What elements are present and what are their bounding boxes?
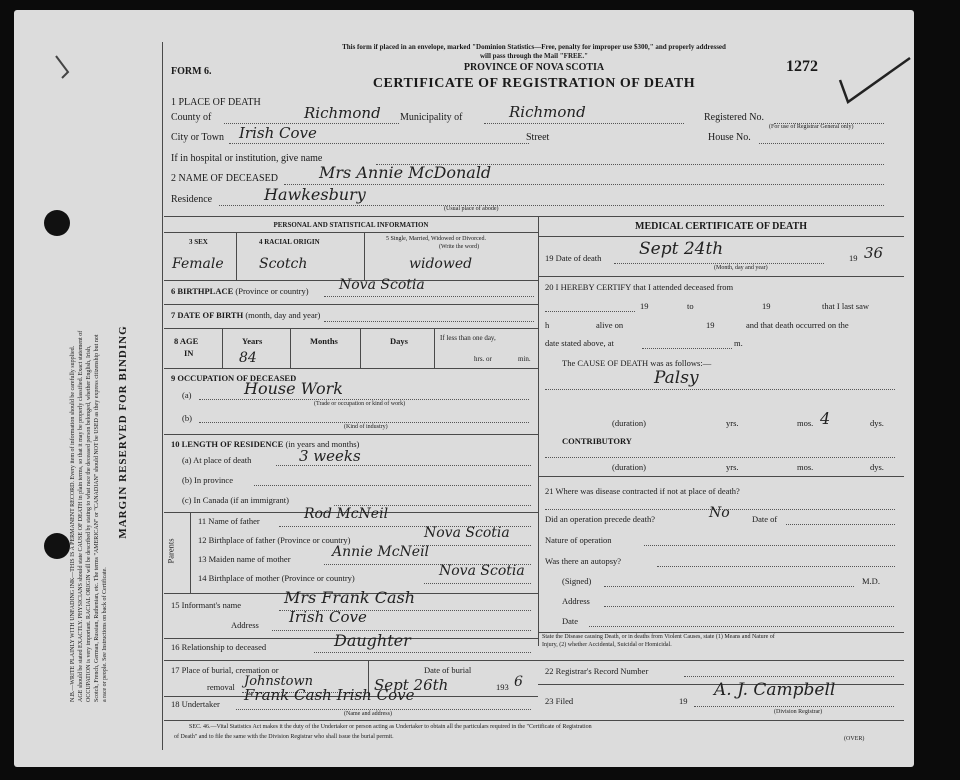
medical-header-line bbox=[538, 236, 904, 237]
deceased-name-label: 2 NAME OF DECEASED bbox=[171, 173, 278, 184]
registrar-general-note: (For use of Registrar General only) bbox=[769, 124, 854, 130]
dob-label: 7 DATE OF BIRTH (month, day and year) bbox=[171, 310, 321, 320]
contracted-label: 21 Where was disease contracted if not at place of death? bbox=[545, 486, 740, 496]
med-address-label: Address bbox=[562, 596, 590, 606]
father-birthplace-value: Nova Scotia bbox=[424, 525, 510, 541]
mail-note-line-2: will pass through the Mail "FREE." bbox=[480, 52, 588, 60]
parents-divider bbox=[190, 512, 191, 593]
residence-length-label: 10 LENGTH OF RESIDENCE (in years and months) bbox=[171, 439, 360, 449]
city-label: City or Town bbox=[171, 132, 225, 143]
duration-yrs-2: yrs. bbox=[726, 462, 739, 472]
birthplace-label: 6 BIRTHPLACE (Province or country) bbox=[171, 286, 309, 296]
birthplace-line bbox=[324, 296, 534, 297]
burial-place-value: Johnstown bbox=[244, 674, 314, 689]
burial-label: 17 Place of burial, cremation or bbox=[171, 665, 279, 675]
city-value: Irish Cove bbox=[239, 124, 317, 142]
removal-label: removal bbox=[207, 682, 235, 692]
county-label: County of bbox=[171, 112, 212, 123]
certificate-number: 1272 bbox=[786, 58, 818, 75]
registrar-record-line bbox=[684, 676, 894, 677]
cause-label: The CAUSE OF DEATH was as follows:— bbox=[562, 358, 712, 368]
med-line-date bbox=[538, 276, 904, 277]
informant-address-label: Address bbox=[231, 620, 259, 630]
personal-info-header: PERSONAL AND STATISTICAL INFORMATION bbox=[273, 221, 429, 229]
certify-at-line bbox=[642, 348, 732, 349]
burial-year-label: 193 bbox=[496, 682, 509, 692]
form-number: FORM 6. bbox=[171, 66, 212, 77]
duration-yrs-1: yrs. bbox=[726, 418, 739, 428]
state-note-1: State the Disease causing Death, or in deaths from Violent Causes, state (1) Means and Nature of bbox=[542, 634, 775, 640]
certify-line-1: 20 I HEREBY CERTIFY that I attended deceased from bbox=[545, 282, 734, 292]
med-address-line bbox=[604, 606, 894, 607]
occupation-a-note: (Trade or occupation or kind of work) bbox=[314, 401, 406, 407]
hospital-label: If in hospital or institution, give name bbox=[171, 153, 323, 164]
residence-note: (Usual place of abode) bbox=[444, 206, 499, 212]
county-value: Richmond bbox=[304, 104, 381, 122]
check-mark-icon bbox=[834, 52, 914, 112]
relationship-value: Daughter bbox=[334, 631, 411, 650]
certify-occurred: and that death occurred on the bbox=[746, 320, 849, 330]
burial-date-value: Sept 26th bbox=[374, 676, 449, 694]
footer-line-2: of Death" and to file the same with the Division Registrar who shall issue the burial permit. bbox=[174, 734, 394, 740]
age-col-3 bbox=[360, 328, 361, 368]
undertaker-note: (Name and address) bbox=[344, 711, 392, 717]
certify-m: m. bbox=[734, 338, 743, 348]
undertaker-value: Frank Cash Irish Cove bbox=[244, 686, 415, 704]
nature-label: Nature of operation bbox=[545, 535, 612, 545]
binding-hole-bottom bbox=[44, 533, 70, 559]
certify-19b: 19 bbox=[762, 301, 771, 311]
death-date-line bbox=[614, 263, 824, 264]
certify-to: to bbox=[687, 301, 694, 311]
death-date-value: Sept 24th bbox=[639, 239, 724, 259]
certificate-title: CERTIFICATE OF REGISTRATION OF DEATH bbox=[372, 76, 696, 91]
row-line-relationship bbox=[164, 660, 904, 661]
min-label: min. bbox=[518, 355, 531, 363]
less-than-day-label: If less than one day, bbox=[440, 334, 496, 342]
age-months-label: Months bbox=[310, 336, 338, 346]
med-date-label: Date bbox=[562, 616, 579, 626]
sex-value: Female bbox=[172, 256, 224, 272]
margin-note-line-5: a race or people. See Instructions on back of Certificate. bbox=[102, 567, 108, 702]
row-line-birthplace bbox=[164, 304, 538, 305]
mother-birthplace-label: 14 Birthplace of mother (Province or country) bbox=[198, 573, 355, 583]
filed-line bbox=[694, 706, 894, 707]
birthplace-value: Nova Scotia bbox=[339, 277, 425, 293]
deceased-name-value: Mrs Annie McDonald bbox=[319, 163, 492, 182]
certify-19a: 19 bbox=[640, 301, 649, 311]
residence-label: Residence bbox=[171, 194, 213, 205]
informant-label: 15 Informant's name bbox=[171, 600, 241, 610]
city-line bbox=[229, 143, 529, 144]
father-name-label: 11 Name of father bbox=[198, 516, 260, 526]
in-province-line bbox=[254, 485, 531, 486]
marital-note: (Write the word) bbox=[439, 244, 480, 250]
age-in-label: IN bbox=[184, 348, 194, 358]
death-certificate bbox=[14, 10, 914, 767]
registered-no-label: Registered No. bbox=[704, 112, 764, 123]
sex-label: 3 SEX bbox=[189, 238, 208, 246]
contributory-label: CONTRIBUTORY bbox=[562, 436, 632, 446]
registrar-record-label: 22 Registrar's Record Number bbox=[545, 666, 649, 676]
division-registrar-note: (Division Registrar) bbox=[774, 709, 823, 715]
municipality-label: Municipality of bbox=[400, 112, 463, 123]
duration-mos-value: 4 bbox=[820, 409, 831, 428]
occupation-label: 9 OCCUPATION OF DECEASED bbox=[171, 373, 297, 383]
death-year-prefix: 19 bbox=[849, 253, 858, 263]
mail-note-line-1: This form if placed in an envelope, marked "Dominion Statistics—Free, penalty for improper use $300," and properly addressed bbox=[342, 43, 726, 51]
pencil-mark-left bbox=[52, 52, 76, 82]
racial-origin-value: Scotch bbox=[259, 256, 308, 272]
marital-value: widowed bbox=[409, 256, 473, 272]
certify-h: h bbox=[545, 320, 550, 330]
nature-line bbox=[644, 545, 895, 546]
father-name-value: Rod McNeil bbox=[304, 506, 389, 522]
in-canada-label: (c) In Canada (if an immigrant) bbox=[182, 495, 289, 505]
operation-label: Did an operation precede death? bbox=[545, 514, 655, 524]
age-years-label: Years bbox=[242, 336, 263, 346]
at-place-label: (a) At place of death bbox=[182, 455, 252, 465]
table-bottom-line bbox=[164, 720, 904, 721]
municipality-line bbox=[484, 123, 684, 124]
footer-line-1: SEC. 46.—Vital Statistics Act makes it the duty of the Undertaker or person acting as Undertaker to obtain all the particulars required in the "Certificate of Registration bbox=[189, 724, 592, 730]
operation-value: No bbox=[709, 505, 730, 521]
row-line-occupation bbox=[164, 434, 538, 435]
father-birthplace-line bbox=[414, 545, 531, 546]
autopsy-line bbox=[657, 566, 895, 567]
md-label: M.D. bbox=[862, 576, 880, 586]
duration-label-1: (duration) bbox=[612, 418, 646, 428]
place-of-death-label: 1 PLACE OF DEATH bbox=[171, 97, 261, 108]
death-date-label: 19 Date of death bbox=[545, 253, 602, 263]
relationship-label: 16 Relationship to deceased bbox=[171, 642, 267, 652]
operation-date-label: Date of bbox=[752, 514, 778, 524]
footer-over: (OVER) bbox=[844, 736, 865, 742]
operation-date-line bbox=[786, 524, 895, 525]
signed-label: (Signed) bbox=[562, 576, 592, 586]
age-col-1 bbox=[222, 328, 223, 368]
row-line-dob bbox=[164, 328, 538, 329]
municipality-value: Richmond bbox=[509, 103, 586, 121]
duration-dys-1: dys. bbox=[870, 418, 884, 428]
death-year-value: 36 bbox=[864, 244, 884, 262]
margin-title: MARGIN RESERVED FOR BINDING bbox=[117, 325, 129, 539]
racial-origin-label: 4 RACIAL ORIGIN bbox=[259, 238, 320, 246]
cause-value: Palsy bbox=[654, 368, 699, 388]
duration-dys-2: dys. bbox=[870, 462, 884, 472]
table-top-line bbox=[164, 216, 904, 217]
informant-address-value: Irish Cove bbox=[289, 608, 367, 626]
autopsy-label: Was there an autopsy? bbox=[545, 556, 622, 566]
mother-name-label: 13 Maiden name of mother bbox=[198, 554, 291, 564]
at-place-value: 3 weeks bbox=[299, 447, 361, 465]
cause-line bbox=[545, 389, 895, 390]
father-birthplace-label: 12 Birthplace of father (Province or country) bbox=[198, 535, 351, 545]
contributory-line bbox=[545, 457, 895, 458]
row-line-age bbox=[164, 368, 538, 369]
occupation-a-line bbox=[199, 399, 529, 400]
margin-note-line-2: AGE should be stated EXACTLY. PHYSICIANS should state CAUSE OF DEATH in plain terms, so that it may be properly classified. Exact statement of bbox=[78, 330, 84, 702]
duration-label-2: (duration) bbox=[612, 462, 646, 472]
death-date-note: (Month, day and year) bbox=[714, 265, 768, 271]
in-province-label: (b) In province bbox=[182, 475, 233, 485]
occupation-b-label: (b) bbox=[182, 413, 192, 423]
column-divider bbox=[538, 216, 539, 646]
parents-label: Parents bbox=[165, 538, 176, 564]
deceased-name-line bbox=[284, 184, 884, 185]
registrar-signature: A. J. Campbell bbox=[714, 680, 836, 700]
margin-note-line-3: OCCUPATION is very important. RACIAL ORIGIN will be described by stating to what race the deceased person belonged, whether English, Irish, bbox=[86, 345, 92, 702]
at-place-line bbox=[276, 465, 531, 466]
state-note-2: Injury, (2) whether Accidental, Suicidal or Homicidal. bbox=[542, 642, 672, 648]
undertaker-line bbox=[236, 709, 531, 710]
house-no-line bbox=[759, 143, 884, 144]
mother-name-value: Annie McNeil bbox=[332, 544, 430, 560]
margin-note-line-4: Scotch, French, German, Russian, Ruthenian, etc. The terms "AMERICAN" or "CANADIAN" should NOT be USED as they express citizenship but not bbox=[94, 334, 100, 702]
binding-hole-top bbox=[44, 210, 70, 236]
filed-19: 19 bbox=[679, 696, 688, 706]
relationship-line bbox=[314, 652, 531, 653]
dob-line bbox=[324, 321, 534, 322]
residence-value: Hawkesbury bbox=[264, 185, 366, 204]
mother-birthplace-value: Nova Scotia bbox=[439, 563, 525, 579]
street-label: Street bbox=[526, 132, 550, 143]
certify-from-line bbox=[545, 311, 635, 312]
personal-header-line bbox=[164, 232, 538, 233]
med-date-line bbox=[589, 626, 894, 627]
duration-mos-1: mos. bbox=[797, 418, 814, 428]
occupation-a-label: (a) bbox=[182, 390, 192, 400]
sex-divider bbox=[236, 232, 237, 280]
burial-year-value: 6 bbox=[514, 674, 523, 690]
med-line-cause bbox=[538, 476, 904, 477]
racial-divider bbox=[364, 232, 365, 280]
margin-binding-note bbox=[69, 162, 129, 702]
age-days-label: Days bbox=[390, 336, 408, 346]
burial-date-label: Date of burial bbox=[424, 665, 472, 675]
marital-label: 5 Single, Married, Widowed or Divorced. bbox=[386, 236, 486, 242]
filed-label: 23 Filed bbox=[545, 696, 574, 706]
age-label: 8 AGE bbox=[174, 336, 199, 346]
medical-header: MEDICAL CERTIFICATE OF DEATH bbox=[635, 221, 807, 232]
certify-last-saw: that I last saw bbox=[822, 301, 869, 311]
informant-value: Mrs Frank Cash bbox=[284, 588, 415, 607]
certify-alive: alive on bbox=[596, 320, 624, 330]
margin-divider bbox=[162, 42, 163, 750]
occupation-b-line bbox=[199, 422, 529, 423]
province-heading: PROVINCE OF NOVA SCOTIA bbox=[463, 62, 605, 73]
occupation-b-note: (Kind of industry) bbox=[344, 424, 388, 430]
signed-line bbox=[604, 586, 854, 587]
occupation-value: House Work bbox=[244, 379, 343, 398]
certify-19c: 19 bbox=[706, 320, 715, 330]
residence-line bbox=[219, 205, 884, 206]
certify-date-stated: date stated above, at bbox=[545, 338, 614, 348]
med-line-sign bbox=[538, 632, 904, 633]
age-value: 84 bbox=[239, 350, 257, 366]
hrs-label: hrs. or bbox=[474, 355, 492, 363]
duration-mos-2: mos. bbox=[797, 462, 814, 472]
age-col-2 bbox=[290, 328, 291, 368]
undertaker-label: 18 Undertaker bbox=[171, 699, 220, 709]
margin-note-line-1: N.B.—WRITE PLAINLY WITH UNFADING INK—THIS IS A PERMANENT RECORD. Every item of information should be carefully supplied. bbox=[70, 345, 76, 702]
age-col-4 bbox=[434, 328, 435, 368]
mother-birthplace-line bbox=[424, 583, 531, 584]
house-no-label: House No. bbox=[708, 132, 751, 143]
